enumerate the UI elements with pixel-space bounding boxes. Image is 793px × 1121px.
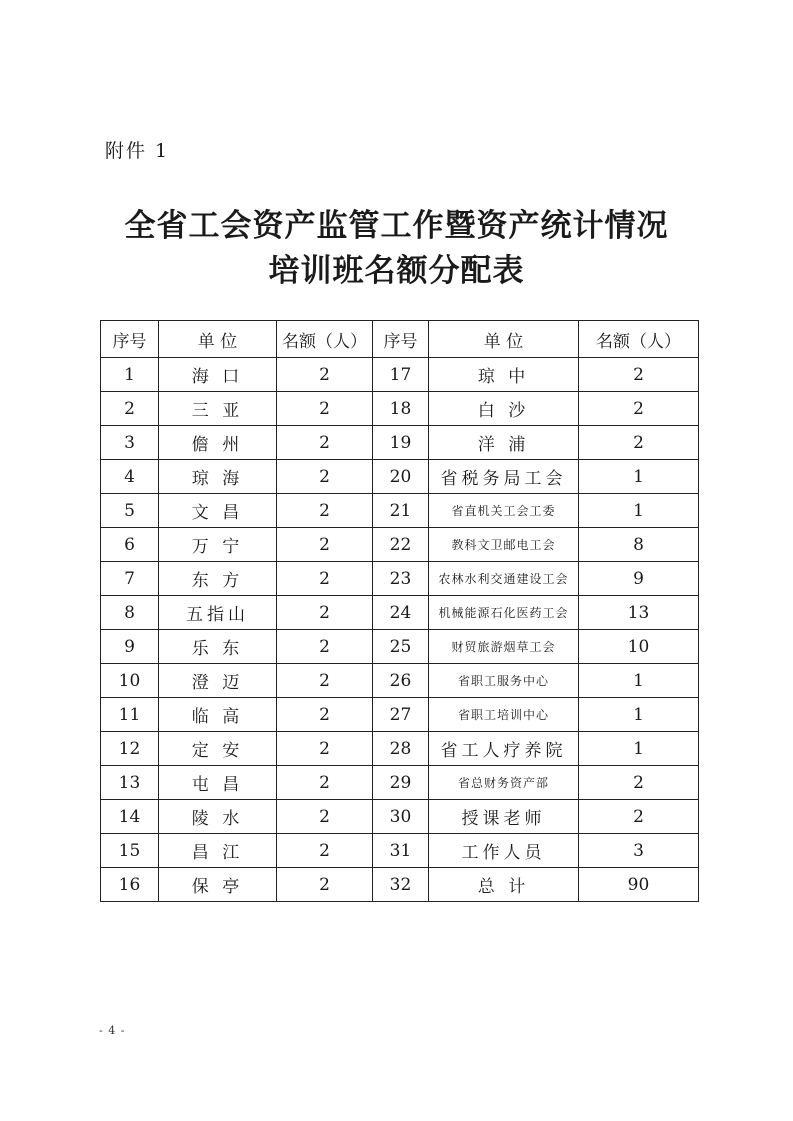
cell-unit-left: 乐 东 [159,630,277,664]
table-row [101,426,699,460]
cell-index-left: 6 [101,528,159,562]
document-title-line-2: 培训班名额分配表 [268,253,525,289]
cell-unit-left: 儋 州 [159,426,277,460]
header-unit-left: 单 位 [159,321,277,358]
table-row [101,358,699,392]
cell-unit-right: 总 计 [429,868,579,902]
header-unit-right: 单 位 [429,321,579,358]
cell-index-right: 32 [373,868,429,902]
table-header-row [101,321,699,358]
cell-index-left: 3 [101,426,159,460]
table-row [101,732,699,766]
cell-quota-left: 2 [277,460,373,494]
table-row [101,868,699,902]
cell-unit-left: 三 亚 [159,392,277,426]
cell-unit-right: 授课老师 [429,800,579,834]
cell-unit-right: 洋 浦 [429,426,579,460]
cell-index-right: 27 [373,698,429,732]
cell-unit-left: 屯 昌 [159,766,277,800]
cell-unit-right: 省工人疗养院 [429,732,579,766]
cell-index-left: 14 [101,800,159,834]
cell-unit-right: 省直机关工会工委 [429,494,579,528]
cell-quota-right: 1 [579,494,699,528]
table-row [101,834,699,868]
cell-index-right: 19 [373,426,429,460]
header-index-right: 序号 [373,321,429,358]
cell-index-right: 17 [373,358,429,392]
cell-index-right: 18 [373,392,429,426]
cell-quota-left: 2 [277,766,373,800]
cell-unit-right: 工作人员 [429,834,579,868]
cell-index-right: 23 [373,562,429,596]
cell-index-right: 29 [373,766,429,800]
cell-quota-left: 2 [277,528,373,562]
cell-unit-right: 省职工培训中心 [429,698,579,732]
cell-quota-right: 1 [579,732,699,766]
table-row [101,392,699,426]
table-row [101,596,699,630]
cell-quota-left: 2 [277,426,373,460]
table-row [101,664,699,698]
page-number: - 4 - [99,1024,126,1037]
cell-unit-left: 澄 迈 [159,664,277,698]
cell-unit-right: 农林水利交通建设工会 [429,562,579,596]
header-quota-right: 名额（人） [579,321,699,358]
cell-unit-right: 机械能源石化医药工会 [429,596,579,630]
cell-unit-left: 万 宁 [159,528,277,562]
cell-quota-left: 2 [277,358,373,392]
table-body [101,358,699,902]
cell-index-right: 21 [373,494,429,528]
cell-quota-left: 2 [277,800,373,834]
cell-quota-right: 13 [579,596,699,630]
cell-unit-left: 临 高 [159,698,277,732]
cell-quota-left: 2 [277,868,373,902]
cell-index-left: 10 [101,664,159,698]
cell-index-right: 20 [373,460,429,494]
cell-index-left: 8 [101,596,159,630]
cell-quota-left: 2 [277,664,373,698]
cell-unit-left: 保 亭 [159,868,277,902]
table-row [101,630,699,664]
cell-unit-right: 省总财务资产部 [429,766,579,800]
header-index-left: 序号 [101,321,159,358]
cell-index-left: 9 [101,630,159,664]
table-row [101,800,699,834]
cell-quota-left: 2 [277,834,373,868]
table-row [101,562,699,596]
cell-unit-left: 海 口 [159,358,277,392]
cell-index-left: 5 [101,494,159,528]
cell-unit-right: 教科文卫邮电工会 [429,528,579,562]
cell-index-left: 1 [101,358,159,392]
cell-index-left: 4 [101,460,159,494]
table-header [101,321,699,358]
cell-index-right: 28 [373,732,429,766]
cell-quota-left: 2 [277,494,373,528]
cell-quota-right: 2 [579,800,699,834]
document-title-line-1: 全省工会资产监管工作暨资产统计情况 [124,208,669,244]
cell-unit-left: 五指山 [159,596,277,630]
cell-index-left: 7 [101,562,159,596]
table-row [101,494,699,528]
cell-unit-left: 昌 江 [159,834,277,868]
table-row [101,766,699,800]
cell-quota-right: 2 [579,358,699,392]
cell-unit-left: 定 安 [159,732,277,766]
cell-quota-left: 2 [277,392,373,426]
cell-index-right: 25 [373,630,429,664]
cell-unit-left: 琼 海 [159,460,277,494]
cell-quota-right: 1 [579,460,699,494]
cell-quota-left: 2 [277,732,373,766]
cell-quota-right: 2 [579,426,699,460]
cell-index-right: 31 [373,834,429,868]
cell-index-right: 30 [373,800,429,834]
cell-unit-right: 省税务局工会 [429,460,579,494]
cell-index-left: 12 [101,732,159,766]
cell-quota-right: 90 [579,868,699,902]
cell-unit-right: 财贸旅游烟草工会 [429,630,579,664]
table-row [101,528,699,562]
cell-unit-left: 陵 水 [159,800,277,834]
cell-index-left: 2 [101,392,159,426]
cell-index-right: 24 [373,596,429,630]
cell-quota-right: 2 [579,766,699,800]
table-row [101,460,699,494]
cell-quota-left: 2 [277,596,373,630]
cell-unit-right: 琼 中 [429,358,579,392]
cell-quota-right: 10 [579,630,699,664]
cell-quota-right: 1 [579,698,699,732]
cell-quota-right: 2 [579,392,699,426]
cell-unit-right: 白 沙 [429,392,579,426]
header-quota-left: 名额（人） [277,321,373,358]
cell-index-left: 16 [101,868,159,902]
quota-table [100,320,699,902]
cell-quota-right: 1 [579,664,699,698]
cell-quota-right: 3 [579,834,699,868]
cell-quota-left: 2 [277,698,373,732]
cell-unit-left: 文 昌 [159,494,277,528]
cell-quota-right: 8 [579,528,699,562]
cell-unit-left: 东 方 [159,562,277,596]
cell-index-left: 15 [101,834,159,868]
cell-index-right: 22 [373,528,429,562]
cell-index-right: 26 [373,664,429,698]
cell-index-left: 13 [101,766,159,800]
attachment-label: 附件 1 [105,140,170,162]
cell-quota-right: 9 [579,562,699,596]
cell-quota-left: 2 [277,562,373,596]
cell-index-left: 11 [101,698,159,732]
cell-quota-left: 2 [277,630,373,664]
cell-unit-right: 省职工服务中心 [429,664,579,698]
table-row [101,698,699,732]
